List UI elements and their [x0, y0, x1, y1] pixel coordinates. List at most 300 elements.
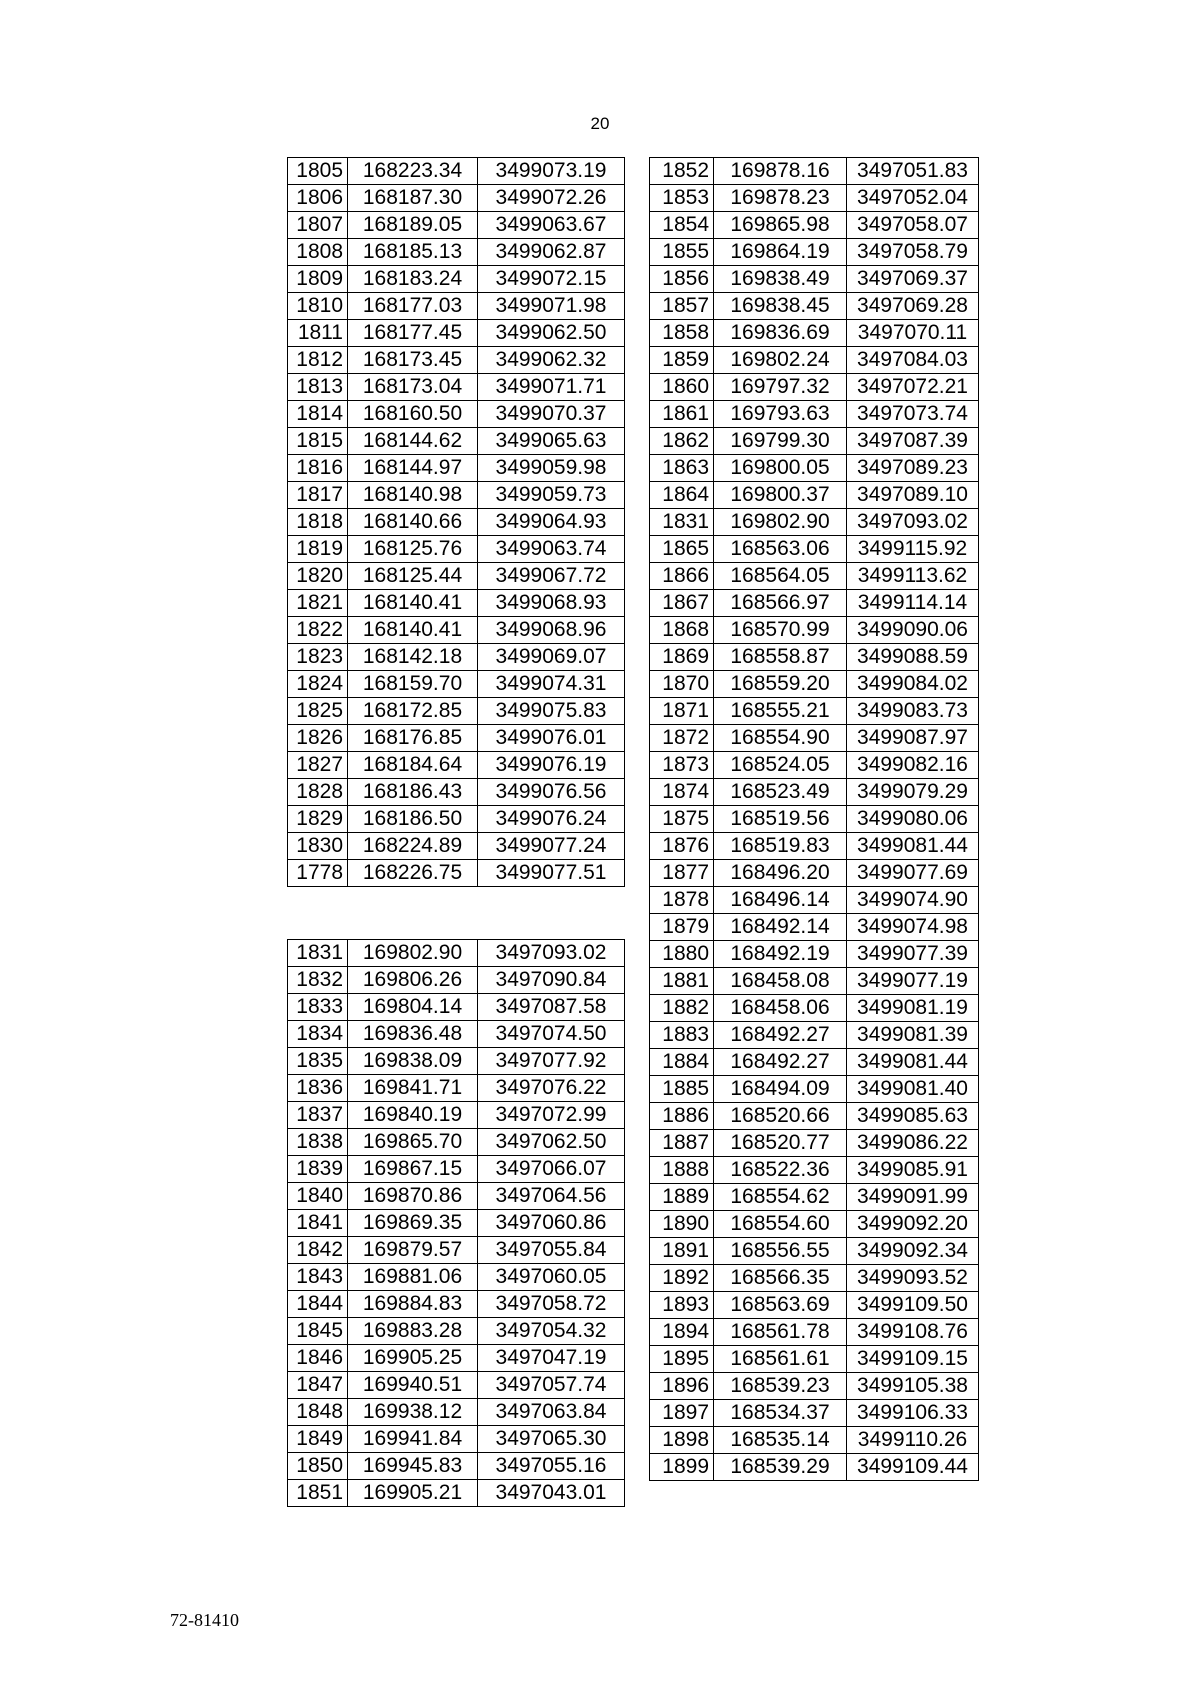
point-number-cell: 1810: [288, 293, 348, 320]
table-row: [288, 374, 625, 401]
table-row: [288, 1345, 625, 1372]
y-coordinate-cell: 3499109.50: [847, 1292, 979, 1319]
table-row: [288, 644, 625, 671]
x-coordinate-cell: 169879.57: [348, 1237, 478, 1264]
table-row: [650, 1022, 979, 1049]
point-number-cell: 1855: [650, 239, 714, 266]
y-coordinate-cell: 3499080.06: [847, 806, 979, 833]
x-coordinate-cell: 168563.69: [714, 1292, 847, 1319]
x-coordinate-cell: 169881.06: [348, 1264, 478, 1291]
point-number-cell: 1893: [650, 1292, 714, 1319]
x-coordinate-cell: 168535.14: [714, 1427, 847, 1454]
y-coordinate-cell: 3499076.24: [478, 806, 625, 833]
table-row: [650, 347, 979, 374]
table-row: [288, 509, 625, 536]
x-coordinate-cell: 168160.50: [348, 401, 478, 428]
point-number-cell: 1883: [650, 1022, 714, 1049]
point-number-cell: 1822: [288, 617, 348, 644]
table-row: [650, 509, 979, 536]
x-coordinate-cell: 169836.48: [348, 1021, 478, 1048]
coordinate-table-left-upper: [287, 157, 625, 887]
point-number-cell: 1825: [288, 698, 348, 725]
y-coordinate-cell: 3497063.84: [478, 1399, 625, 1426]
x-coordinate-cell: 169883.28: [348, 1318, 478, 1345]
y-coordinate-cell: 3497077.92: [478, 1048, 625, 1075]
y-coordinate-cell: 3499081.40: [847, 1076, 979, 1103]
point-number-cell: 1841: [288, 1210, 348, 1237]
point-number-cell: 1854: [650, 212, 714, 239]
x-coordinate-cell: 169905.25: [348, 1345, 478, 1372]
table-row: [650, 941, 979, 968]
y-coordinate-cell: 3499063.74: [478, 536, 625, 563]
y-coordinate-cell: 3499106.33: [847, 1400, 979, 1427]
x-coordinate-cell: 168458.08: [714, 968, 847, 995]
table-row: [650, 725, 979, 752]
y-coordinate-cell: 3499068.96: [478, 617, 625, 644]
y-coordinate-cell: 3499092.34: [847, 1238, 979, 1265]
x-coordinate-cell: 169940.51: [348, 1372, 478, 1399]
x-coordinate-cell: 168559.20: [714, 671, 847, 698]
y-coordinate-cell: 3499108.76: [847, 1319, 979, 1346]
y-coordinate-cell: 3497090.84: [478, 967, 625, 994]
point-number-cell: 1881: [650, 968, 714, 995]
y-coordinate-cell: 3497064.56: [478, 1183, 625, 1210]
table-row: [650, 536, 979, 563]
point-number-cell: 1833: [288, 994, 348, 1021]
table-row: [650, 806, 979, 833]
y-coordinate-cell: 3499079.29: [847, 779, 979, 806]
x-coordinate-cell: 168186.43: [348, 779, 478, 806]
point-number-cell: 1865: [650, 536, 714, 563]
x-coordinate-cell: 168564.05: [714, 563, 847, 590]
point-number-cell: 1831: [288, 940, 348, 967]
x-coordinate-cell: 168563.06: [714, 536, 847, 563]
table-row: [288, 455, 625, 482]
point-number-cell: 1836: [288, 1075, 348, 1102]
y-coordinate-cell: 3497057.74: [478, 1372, 625, 1399]
y-coordinate-cell: 3499114.14: [847, 590, 979, 617]
table-row: [288, 671, 625, 698]
x-coordinate-cell: 168561.78: [714, 1319, 847, 1346]
x-coordinate-cell: 169869.35: [348, 1210, 478, 1237]
table-row: [288, 158, 625, 185]
coordinate-table-right: [649, 157, 979, 1481]
table-row: [288, 617, 625, 644]
y-coordinate-cell: 3497062.50: [478, 1129, 625, 1156]
point-number-cell: 1890: [650, 1211, 714, 1238]
table-row: [650, 887, 979, 914]
x-coordinate-cell: 169864.19: [714, 239, 847, 266]
table-row: [288, 725, 625, 752]
y-coordinate-cell: 3499085.63: [847, 1103, 979, 1130]
point-number-cell: 1876: [650, 833, 714, 860]
x-coordinate-cell: 168223.34: [348, 158, 478, 185]
table-row: [650, 752, 979, 779]
point-number-cell: 1870: [650, 671, 714, 698]
y-coordinate-cell: 3497055.84: [478, 1237, 625, 1264]
y-coordinate-cell: 3497093.02: [847, 509, 979, 536]
table-row: [288, 1075, 625, 1102]
x-coordinate-cell: 169802.90: [348, 940, 478, 967]
x-coordinate-cell: 168189.05: [348, 212, 478, 239]
point-number-cell: 1873: [650, 752, 714, 779]
table-row: [288, 185, 625, 212]
point-number-cell: 1805: [288, 158, 348, 185]
point-number-cell: 1830: [288, 833, 348, 860]
x-coordinate-cell: 168496.20: [714, 860, 847, 887]
table-row: [288, 1237, 625, 1264]
table-row: [288, 212, 625, 239]
table-row: [650, 374, 979, 401]
y-coordinate-cell: 3497051.83: [847, 158, 979, 185]
point-number-cell: 1824: [288, 671, 348, 698]
x-coordinate-cell: 169793.63: [714, 401, 847, 428]
table-row: [650, 617, 979, 644]
table-row: [650, 1265, 979, 1292]
table-row: [650, 1076, 979, 1103]
table-row: [650, 428, 979, 455]
point-number-cell: 1808: [288, 239, 348, 266]
table-row: [650, 239, 979, 266]
y-coordinate-cell: 3499074.98: [847, 914, 979, 941]
table-row: [650, 212, 979, 239]
page-number: 20: [590, 114, 610, 133]
x-coordinate-cell: 168520.77: [714, 1130, 847, 1157]
y-coordinate-cell: 3499115.92: [847, 536, 979, 563]
y-coordinate-cell: 3499090.06: [847, 617, 979, 644]
point-number-cell: 1838: [288, 1129, 348, 1156]
point-number-cell: 1874: [650, 779, 714, 806]
x-coordinate-cell: 168172.85: [348, 698, 478, 725]
table-row: [650, 1238, 979, 1265]
table-row: [650, 455, 979, 482]
table-row: [288, 590, 625, 617]
point-number-cell: 1888: [650, 1157, 714, 1184]
point-number-cell: 1813: [288, 374, 348, 401]
y-coordinate-cell: 3499113.62: [847, 563, 979, 590]
point-number-cell: 1834: [288, 1021, 348, 1048]
point-number-cell: 1851: [288, 1480, 348, 1507]
y-coordinate-cell: 3499085.91: [847, 1157, 979, 1184]
table-row: [650, 1292, 979, 1319]
y-coordinate-cell: 3499074.90: [847, 887, 979, 914]
table-row: [288, 1048, 625, 1075]
x-coordinate-cell: 169800.05: [714, 455, 847, 482]
y-coordinate-cell: 3497084.03: [847, 347, 979, 374]
point-number-cell: 1812: [288, 347, 348, 374]
table-row: [288, 1102, 625, 1129]
y-coordinate-cell: 3497070.11: [847, 320, 979, 347]
x-coordinate-cell: 168534.37: [714, 1400, 847, 1427]
table-row: [288, 1291, 625, 1318]
x-coordinate-cell: 168519.56: [714, 806, 847, 833]
x-coordinate-cell: 169905.21: [348, 1480, 478, 1507]
point-number-cell: 1866: [650, 563, 714, 590]
document-code: 72-81410: [170, 1610, 239, 1630]
point-number-cell: 1850: [288, 1453, 348, 1480]
table-row: [650, 185, 979, 212]
y-coordinate-cell: 3497089.10: [847, 482, 979, 509]
x-coordinate-cell: 168173.04: [348, 374, 478, 401]
y-coordinate-cell: 3499092.20: [847, 1211, 979, 1238]
point-number-cell: 1842: [288, 1237, 348, 1264]
x-coordinate-cell: 168519.83: [714, 833, 847, 860]
point-number-cell: 1843: [288, 1264, 348, 1291]
point-number-cell: 1899: [650, 1454, 714, 1481]
x-coordinate-cell: 169938.12: [348, 1399, 478, 1426]
x-coordinate-cell: 168492.27: [714, 1022, 847, 1049]
y-coordinate-cell: 3499087.97: [847, 725, 979, 752]
y-coordinate-cell: 3499110.26: [847, 1427, 979, 1454]
y-coordinate-cell: 3497047.19: [478, 1345, 625, 1372]
y-coordinate-cell: 3499074.31: [478, 671, 625, 698]
x-coordinate-cell: 169802.90: [714, 509, 847, 536]
point-number-cell: 1832: [288, 967, 348, 994]
y-coordinate-cell: 3499059.73: [478, 482, 625, 509]
y-coordinate-cell: 3497087.58: [478, 994, 625, 1021]
point-number-cell: 1848: [288, 1399, 348, 1426]
y-coordinate-cell: 3497058.07: [847, 212, 979, 239]
point-number-cell: 1877: [650, 860, 714, 887]
y-coordinate-cell: 3497043.01: [478, 1480, 625, 1507]
point-number-cell: 1875: [650, 806, 714, 833]
point-number-cell: 1827: [288, 752, 348, 779]
point-number-cell: 1862: [650, 428, 714, 455]
y-coordinate-cell: 3499062.32: [478, 347, 625, 374]
x-coordinate-cell: 168144.62: [348, 428, 478, 455]
y-coordinate-cell: 3499077.19: [847, 968, 979, 995]
point-number-cell: 1897: [650, 1400, 714, 1427]
point-number-cell: 1867: [650, 590, 714, 617]
table-row: [650, 1373, 979, 1400]
point-number-cell: 1882: [650, 995, 714, 1022]
table-row: [288, 1183, 625, 1210]
y-coordinate-cell: 3499081.39: [847, 1022, 979, 1049]
point-number-cell: 1896: [650, 1373, 714, 1400]
point-number-cell: 1898: [650, 1427, 714, 1454]
coordinate-table-left-lower: [287, 939, 625, 1507]
x-coordinate-cell: 168140.66: [348, 509, 478, 536]
point-number-cell: 1835: [288, 1048, 348, 1075]
y-coordinate-cell: 3497072.99: [478, 1102, 625, 1129]
y-coordinate-cell: 3499082.16: [847, 752, 979, 779]
table-row: [650, 914, 979, 941]
table-row: [288, 1453, 625, 1480]
y-coordinate-cell: 3499072.15: [478, 266, 625, 293]
y-coordinate-cell: 3499088.59: [847, 644, 979, 671]
point-number-cell: 1807: [288, 212, 348, 239]
table-row: [288, 779, 625, 806]
table-row: [288, 806, 625, 833]
table-row: [650, 968, 979, 995]
x-coordinate-cell: 168523.49: [714, 779, 847, 806]
point-number-cell: 1879: [650, 914, 714, 941]
point-number-cell: 1847: [288, 1372, 348, 1399]
y-coordinate-cell: 3499077.69: [847, 860, 979, 887]
point-number-cell: 1872: [650, 725, 714, 752]
x-coordinate-cell: 169800.37: [714, 482, 847, 509]
point-number-cell: 1861: [650, 401, 714, 428]
y-coordinate-cell: 3499109.44: [847, 1454, 979, 1481]
point-number-cell: 1811: [288, 320, 348, 347]
x-coordinate-cell: 168539.23: [714, 1373, 847, 1400]
y-coordinate-cell: 3499073.19: [478, 158, 625, 185]
x-coordinate-cell: 168554.90: [714, 725, 847, 752]
y-coordinate-cell: 3499075.83: [478, 698, 625, 725]
x-coordinate-cell: 168173.45: [348, 347, 478, 374]
x-coordinate-cell: 168554.62: [714, 1184, 847, 1211]
x-coordinate-cell: 168177.45: [348, 320, 478, 347]
table-row: [650, 995, 979, 1022]
x-coordinate-cell: 168492.27: [714, 1049, 847, 1076]
point-number-cell: 1894: [650, 1319, 714, 1346]
point-number-cell: 1869: [650, 644, 714, 671]
x-coordinate-cell: 168566.97: [714, 590, 847, 617]
y-coordinate-cell: 3497060.86: [478, 1210, 625, 1237]
point-number-cell: 1880: [650, 941, 714, 968]
table-row: [288, 1210, 625, 1237]
x-coordinate-cell: 168555.21: [714, 698, 847, 725]
y-coordinate-cell: 3497055.16: [478, 1453, 625, 1480]
point-number-cell: 1853: [650, 185, 714, 212]
point-number-cell: 1820: [288, 563, 348, 590]
x-coordinate-cell: 169884.83: [348, 1291, 478, 1318]
table-row: [288, 536, 625, 563]
y-coordinate-cell: 3499072.26: [478, 185, 625, 212]
x-coordinate-cell: 168496.14: [714, 887, 847, 914]
x-coordinate-cell: 169804.14: [348, 994, 478, 1021]
point-number-cell: 1860: [650, 374, 714, 401]
x-coordinate-cell: 169802.24: [714, 347, 847, 374]
point-number-cell: 1828: [288, 779, 348, 806]
x-coordinate-cell: 168561.61: [714, 1346, 847, 1373]
x-coordinate-cell: 169797.32: [714, 374, 847, 401]
y-coordinate-cell: 3499062.87: [478, 239, 625, 266]
table-row: [288, 1156, 625, 1183]
table-row: [288, 293, 625, 320]
y-coordinate-cell: 3499081.44: [847, 1049, 979, 1076]
y-coordinate-cell: 3499076.01: [478, 725, 625, 752]
x-coordinate-cell: 168140.98: [348, 482, 478, 509]
point-number-cell: 1885: [650, 1076, 714, 1103]
x-coordinate-cell: 168184.64: [348, 752, 478, 779]
y-coordinate-cell: 3499068.93: [478, 590, 625, 617]
x-coordinate-cell: 169841.71: [348, 1075, 478, 1102]
point-number-cell: 1864: [650, 482, 714, 509]
point-number-cell: 1846: [288, 1345, 348, 1372]
y-coordinate-cell: 3499093.52: [847, 1265, 979, 1292]
point-number-cell: 1856: [650, 266, 714, 293]
point-number-cell: 1816: [288, 455, 348, 482]
x-coordinate-cell: 169838.45: [714, 293, 847, 320]
y-coordinate-cell: 3499076.19: [478, 752, 625, 779]
point-number-cell: 1814: [288, 401, 348, 428]
point-number-cell: 1844: [288, 1291, 348, 1318]
table-row: [650, 1157, 979, 1184]
table-row: [288, 1399, 625, 1426]
table-row: [650, 1211, 979, 1238]
y-coordinate-cell: 3497093.02: [478, 940, 625, 967]
y-coordinate-cell: 3497087.39: [847, 428, 979, 455]
y-coordinate-cell: 3499076.56: [478, 779, 625, 806]
y-coordinate-cell: 3499071.71: [478, 374, 625, 401]
y-coordinate-cell: 3499064.93: [478, 509, 625, 536]
y-coordinate-cell: 3497065.30: [478, 1426, 625, 1453]
table-row: [650, 833, 979, 860]
point-number-cell: 1871: [650, 698, 714, 725]
x-coordinate-cell: 169878.23: [714, 185, 847, 212]
x-coordinate-cell: 168142.18: [348, 644, 478, 671]
x-coordinate-cell: 168187.30: [348, 185, 478, 212]
x-coordinate-cell: 168520.66: [714, 1103, 847, 1130]
x-coordinate-cell: 169799.30: [714, 428, 847, 455]
y-coordinate-cell: 3499071.98: [478, 293, 625, 320]
point-number-cell: 1878: [650, 887, 714, 914]
x-coordinate-cell: 168159.70: [348, 671, 478, 698]
x-coordinate-cell: 168177.03: [348, 293, 478, 320]
x-coordinate-cell: 168566.35: [714, 1265, 847, 1292]
x-coordinate-cell: 168539.29: [714, 1454, 847, 1481]
point-number-cell: 1892: [650, 1265, 714, 1292]
table-row: [650, 1454, 979, 1481]
point-number-cell: 1839: [288, 1156, 348, 1183]
table-row: [650, 266, 979, 293]
table-row: [288, 428, 625, 455]
x-coordinate-cell: 168570.99: [714, 617, 847, 644]
point-number-cell: 1889: [650, 1184, 714, 1211]
point-number-cell: 1886: [650, 1103, 714, 1130]
x-coordinate-cell: 168186.50: [348, 806, 478, 833]
y-coordinate-cell: 3499081.44: [847, 833, 979, 860]
point-number-cell: 1837: [288, 1102, 348, 1129]
x-coordinate-cell: 169941.84: [348, 1426, 478, 1453]
x-coordinate-cell: 169878.16: [714, 158, 847, 185]
y-coordinate-cell: 3499069.07: [478, 644, 625, 671]
table-row: [288, 347, 625, 374]
table-row: [650, 644, 979, 671]
y-coordinate-cell: 3499070.37: [478, 401, 625, 428]
point-number-cell: 1806: [288, 185, 348, 212]
table-row: [650, 590, 979, 617]
table-row: [288, 940, 625, 967]
y-coordinate-cell: 3499062.50: [478, 320, 625, 347]
x-coordinate-cell: 168140.41: [348, 617, 478, 644]
table-row: [288, 1480, 625, 1507]
point-number-cell: 1829: [288, 806, 348, 833]
table-row: [650, 1130, 979, 1157]
y-coordinate-cell: 3497072.21: [847, 374, 979, 401]
y-coordinate-cell: 3499083.73: [847, 698, 979, 725]
table-row: [650, 1049, 979, 1076]
table-row: [288, 1021, 625, 1048]
table-row: [288, 752, 625, 779]
table-row: [650, 1184, 979, 1211]
x-coordinate-cell: 169806.26: [348, 967, 478, 994]
table-row: [288, 860, 625, 887]
x-coordinate-cell: 168185.13: [348, 239, 478, 266]
point-number-cell: 1849: [288, 1426, 348, 1453]
x-coordinate-cell: 169867.15: [348, 1156, 478, 1183]
point-number-cell: 1868: [650, 617, 714, 644]
table-row: [650, 158, 979, 185]
table-row: [650, 482, 979, 509]
y-coordinate-cell: 3497060.05: [478, 1264, 625, 1291]
point-number-cell: 1859: [650, 347, 714, 374]
table-row: [288, 482, 625, 509]
table-row: [650, 698, 979, 725]
y-coordinate-cell: 3497058.72: [478, 1291, 625, 1318]
table-row: [650, 293, 979, 320]
